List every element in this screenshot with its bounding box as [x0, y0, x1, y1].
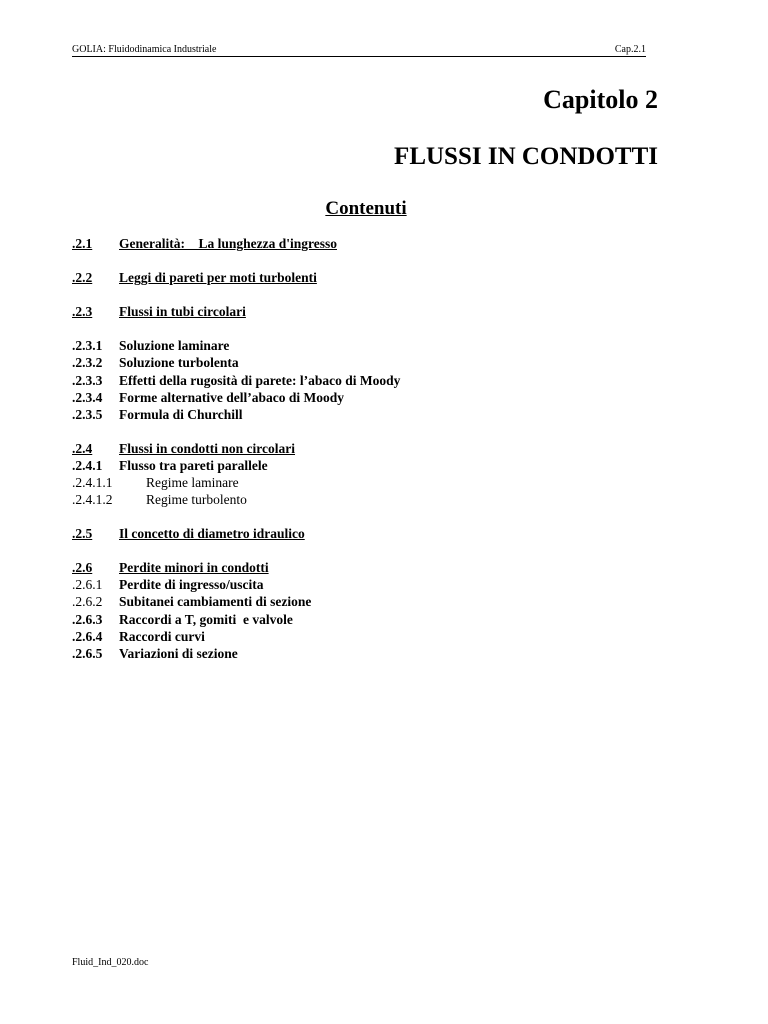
toc-entry-text: Perdite di ingresso/uscita — [119, 577, 264, 592]
toc-entry[interactable] — [72, 576, 264, 594]
toc-entry-text: Forme alternative dell’abaco di Moody — [119, 390, 344, 405]
toc-entry[interactable] — [72, 593, 311, 611]
toc-entry-number: .2.3.5 — [72, 407, 103, 422]
toc-entry-number: .2.6.2 — [72, 594, 103, 609]
toc-entry-text: Regime turbolento — [146, 492, 247, 507]
toc-entry-number: .2.4.1 — [72, 458, 103, 473]
toc-entry-number: .2.6 — [72, 560, 93, 575]
toc-entry[interactable] — [72, 303, 246, 321]
toc-entry-number: .2.4 — [72, 441, 93, 456]
toc-entry-number: .2.5 — [72, 526, 93, 541]
toc-entry-text: Flussi in condotti non circolari — [119, 441, 296, 456]
toc-entry[interactable] — [72, 628, 205, 646]
toc-entry[interactable] — [72, 559, 269, 577]
header-title: GOLIA: Fluidodinamica Industriale — [72, 44, 217, 55]
toc-entry-text: Subitanei cambiamenti di sezione — [119, 594, 312, 609]
toc-entry-number: .2.3.4 — [72, 390, 103, 405]
toc-entry-number: .2.4.1.2 — [72, 492, 113, 507]
toc-entry-text: Raccordi curvi — [119, 629, 205, 644]
toc-entry-text: Soluzione laminare — [119, 338, 230, 353]
toc-entry[interactable] — [72, 491, 247, 509]
toc-entry-text: Variazioni di sezione — [119, 646, 238, 661]
toc-entry-number: .2.4.1.1 — [72, 475, 113, 490]
toc-entry-number: .2.6.4 — [72, 629, 103, 644]
toc-entry-text: Generalità: La lunghezza d'ingresso — [119, 236, 337, 251]
toc-entry-number: .2.3 — [72, 304, 93, 319]
header-chapter-ref: Cap.2.1 — [614, 44, 646, 55]
toc-entry-number: .2.6.5 — [72, 646, 103, 661]
toc-entry-text: Formula di Churchill — [119, 407, 243, 422]
toc-entry[interactable] — [72, 525, 305, 543]
toc-entry[interactable] — [72, 645, 238, 663]
toc-entry-text: Regime laminare — [146, 475, 239, 490]
chapter-number: Capitolo 2 — [543, 85, 658, 114]
toc-entry-text: Perdite minori in condotti — [119, 560, 269, 575]
toc-entry-text: Flussi in tubi circolari — [119, 304, 246, 319]
toc-entry[interactable] — [72, 372, 400, 390]
toc-entry[interactable] — [72, 337, 229, 355]
chapter-title: FLUSSI IN CONDOTTI — [394, 143, 658, 170]
toc-entry-number: .2.3.1 — [72, 338, 103, 353]
toc-entry-text: Raccordi a T, gomiti e valvole — [119, 612, 293, 627]
toc-entry[interactable] — [72, 406, 243, 424]
toc-entry-number: .2.6.1 — [72, 577, 103, 592]
toc-entry[interactable] — [72, 235, 337, 253]
contents-heading: Contenuti — [325, 198, 407, 219]
page-footer: Fluid_Ind_020.doc — [72, 957, 149, 968]
toc-entry-number: .2.3.3 — [72, 373, 103, 388]
toc-entry[interactable] — [72, 389, 344, 407]
toc-entry-text: Effetti della rugosità di parete: l’abaco di Moody — [119, 373, 401, 388]
toc-entry[interactable] — [72, 457, 268, 475]
toc-entry-number: .2.3.2 — [72, 355, 103, 370]
toc-entry-number: .2.2 — [72, 270, 93, 285]
toc-entry[interactable] — [72, 474, 239, 492]
toc-entry-text: Flusso tra pareti parallele — [119, 458, 268, 473]
toc-entry-text: Leggi di pareti per moti turbolenti — [119, 270, 317, 285]
toc-entry[interactable] — [72, 269, 317, 287]
toc-entry-text: Il concetto di diametro idraulico — [119, 526, 305, 541]
toc-entry-number: .2.1 — [72, 236, 93, 251]
toc-entry[interactable] — [72, 354, 239, 372]
toc-entry-text: Soluzione turbolenta — [119, 355, 239, 370]
toc-entry[interactable] — [72, 440, 295, 458]
toc-entry-number: .2.6.3 — [72, 612, 103, 627]
page-header — [72, 40, 646, 57]
toc-entry[interactable] — [72, 611, 293, 629]
